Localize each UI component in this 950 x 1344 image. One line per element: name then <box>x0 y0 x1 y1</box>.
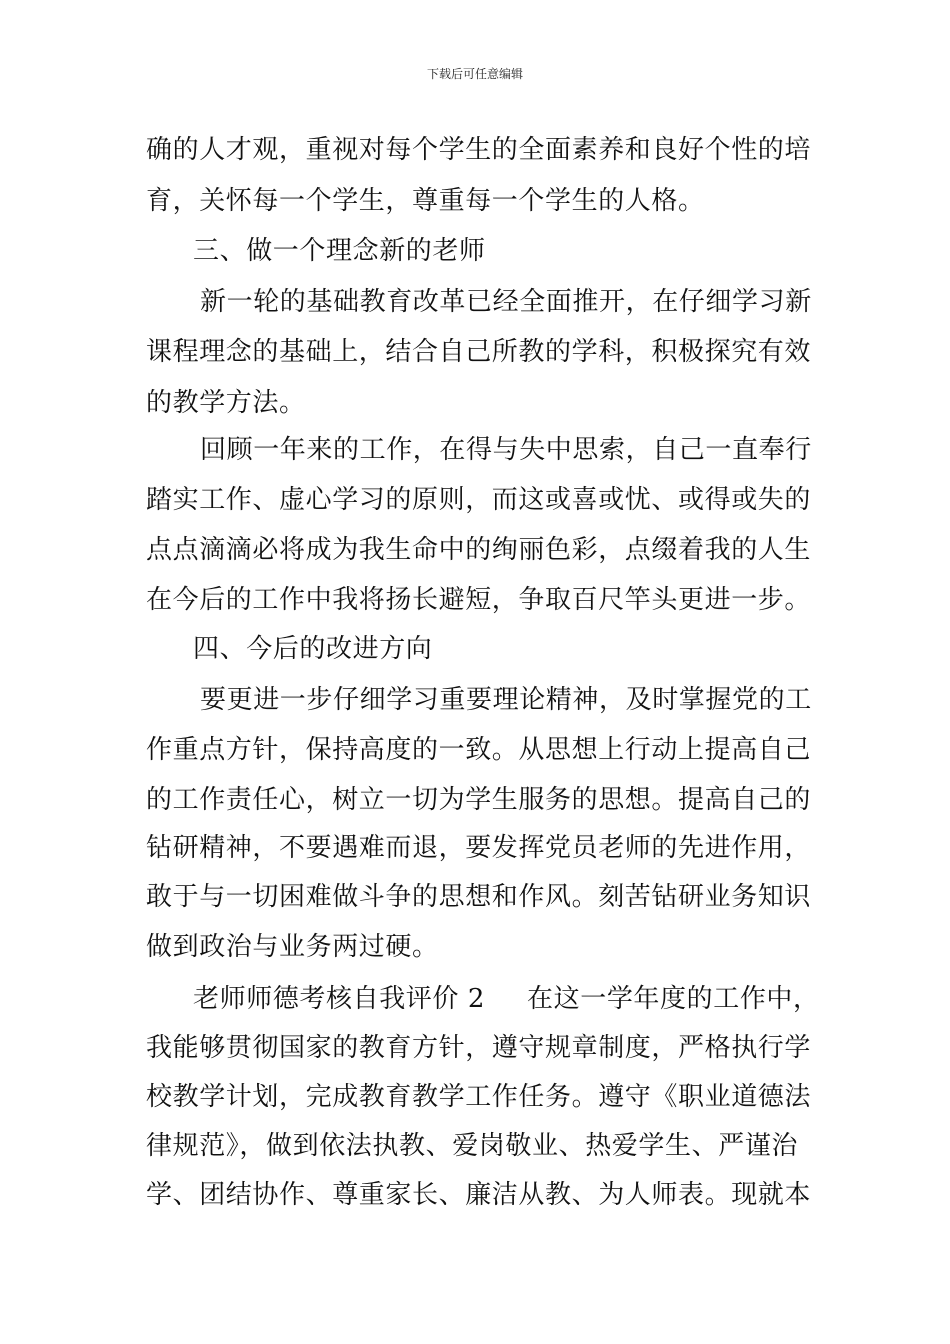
text-line-10: 在今后的工作中我将扬长避短，争取百尺竿头更进一步。 <box>146 585 812 615</box>
text-line-21: 律规范》，做到依法执教、爱岗敬业、热爱学生、严谨治 <box>146 1131 799 1161</box>
text-line-4: 新一轮的基础教育改革已经全面推开，在仔细学习新 <box>200 287 812 317</box>
text-line-5: 课程理念的基础上，结合自己所教的学科，积极探究有效 <box>146 337 812 367</box>
text-line-12: 要更进一步仔细学习重要理论精神，及时掌握党的工 <box>200 685 812 715</box>
text-line-16: 敢于与一切困难做斗争的思想和作风。刻苦钻研业务知识 <box>146 882 812 912</box>
text-line-9: 点点滴滴必将成为我生命中的绚丽色彩，点缀着我的人生 <box>146 535 812 565</box>
page-header: 下载后可任意编辑 <box>426 67 523 81</box>
text-line-20: 校教学计划，完成教育教学工作任务。遵守《职业道德法 <box>146 1082 812 1112</box>
text-line-15: 钻研精神，不要遇难而退，要发挥党员老师的先进作用， <box>146 833 812 863</box>
text-fragment: 在这一学年度的工作中， <box>527 984 820 1014</box>
text-line-7: 回顾一年来的工作，在得与失中思索，自己一直奉行 <box>200 435 812 465</box>
text-line-19: 我能够贯彻国家的教育方针，遵守规章制度，严格执行学 <box>146 1033 812 1063</box>
text-line-6: 的教学方法。 <box>146 388 306 418</box>
text-line-8: 踏实工作、虚心学习的原则，而这或喜或忧、或得或失的 <box>146 485 812 515</box>
text-line-18 <box>193 982 873 1016</box>
text-line-2: 育，关怀每一个学生，尊重每一个学生的人格。 <box>146 186 705 216</box>
section-heading-3: 三、做一个理念新的老师 <box>193 236 486 266</box>
text-line-22: 学、团结协作、尊重家长、廉洁从教、为人师表。现就本 <box>146 1180 812 1210</box>
section-heading-4: 四、今后的改进方向 <box>193 634 433 664</box>
evaluation-title: 老师师德考核自我评价 2 <box>193 984 486 1014</box>
text-line-1: 确的人才观，重视对每个学生的全面素养和良好个性的培 <box>146 135 812 165</box>
text-line-14: 的工作责任心，树立一切为学生服务的思想。提高自己的 <box>146 785 812 815</box>
text-line-17: 做到政治与业务两过硬。 <box>146 932 439 962</box>
text-line-13: 作重点方针，保持高度的一致。从思想上行动上提高自己 <box>146 735 812 765</box>
